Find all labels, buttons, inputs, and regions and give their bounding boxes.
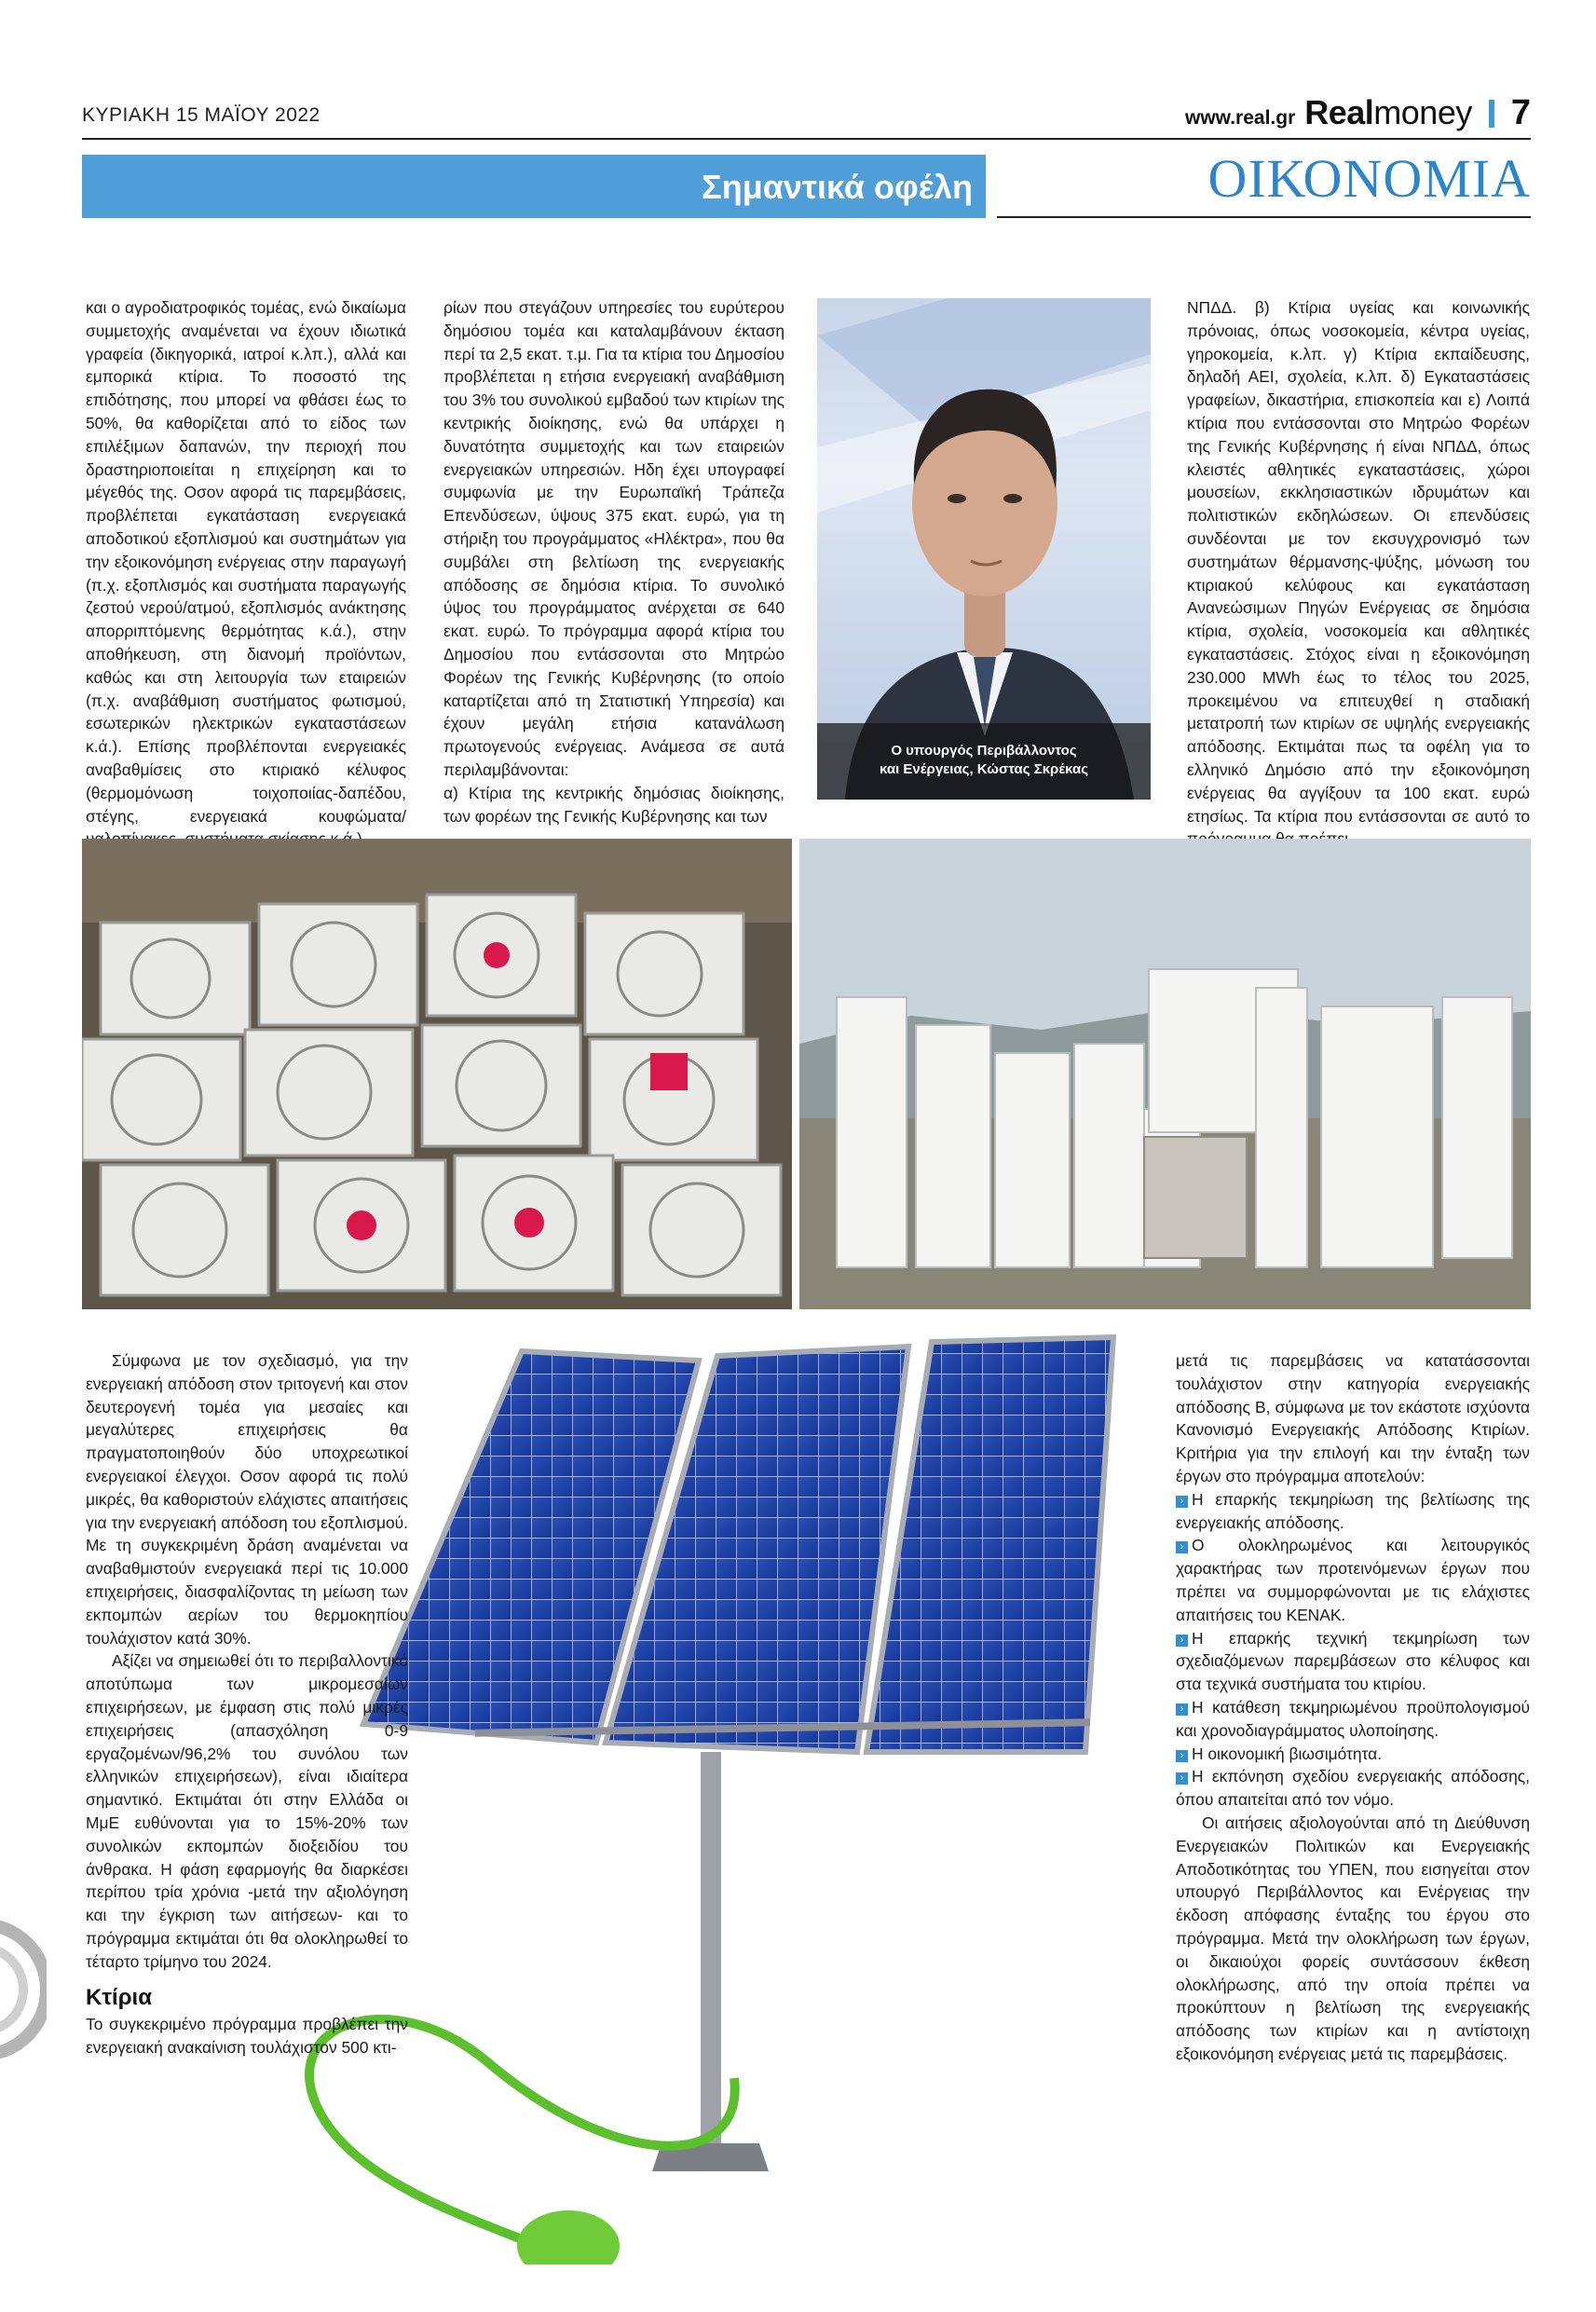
paragraph: ΝΠΔΔ. β) Κτίρια υγείας και κοινωνικής πρόνοιας, όπως νοσοκομεία, κέντρα υγείας, γηροκομεία, κ.λπ. γ) Κτίρια εκπαίδευσης, δηλαδή ΑΕΙ, σχολεία, κ.λπ. δ) Εγκαταστάσεις γραφείων, δικαστήρια, επισκοπεία και ε) Λοιπά κτίρια που εντάσσονται στο Μητρώο Φορέων της Γενικής Κυβέρνησης ή είναι ΝΠΔΔ, όπως κλειστές αθλητικές εγκαταστάσεις, χώροι μουσείων, εκκλησιαστικών ιδρυμάτων και πολιτιστικών εκδηλώσεων. Οι επενδύσεις συνδέονται με τον εκσυγχρονισμό των συστημάτων θέρμανσης-ψύξης, μόνωση του κτιριακού κελύφους και εγκατάσταση Ανανεώσιμων Πηγών Ενέργειας σε δημόσια κτίρια, σχολεία, νοσοκομεία και αθλητικές εγκαταστάσεις. Στόχος είναι η εξοικονόμηση 230.000 MWh έως το τέλος του 2025, προκειμένου να επιτευχθεί η σταδιακή μετατροπή των κτιρίων σε υψηλής ενεργειακής απόδοσης. Εκτιμάται πως τα οφέλη για το ελληνικό Δημόσιο από την εξοικονόμηση ενέργειας θα αγγίξουν τα 100 εκατ. ευρώ ετησίως. Τα κτίρια που εντάσσονται σε αυτό το xyxy=(1187,298,1530,826)
text-column-1 xyxy=(86,296,406,851)
paragraph: Αξίζει να σημειωθεί ότι το περιβαλλοντικό αποτύπωμα των μικρομεσαίων επιχειρήσεων, με έμφαση στις πολύ μικρές επιχειρήσεις (απασχόληση 0-9 εργαζομένων/96,2% του συνόλου των ελληνικών επιχειρήσεων), είναι ιδιαίτερα σημαντικό. Εκτιμάται ότι στην Ελλάδα οι ΜμΕ ευθύνονται για το 15%-20% των συνολικών εκπομπών διοξειδίου του άνθρακα. Η φάση εφαρμογής θα διαρκέσει περίπου τρία χρόνια -μετά την αξιολόγηση και την έγκριση των αιτήσεων- και το πρόγραμμα εκτιμάται ότι θα ολοκληρωθεί το τέταρτο τρίμηνο του 2024. xyxy=(86,1651,408,1971)
header-rule xyxy=(82,138,1531,140)
caption-line-1: Ο υπουργός Περιβάλλοντος xyxy=(891,743,1077,759)
text-column-3 xyxy=(1187,296,1530,851)
chevron-right-icon: › xyxy=(1176,1541,1188,1553)
site-url: www.real.gr xyxy=(1184,107,1296,129)
criteria-item: › Η εκπόνηση σχεδίου ενεργειακής απόδοσης, όπου απαιτείται από τον νόμο. xyxy=(1176,1767,1530,1810)
paragraph: α) Κτίρια της κεντρικής δημόσιας διοίκησης, των φορέων της Γενικής Κυβέρνησης και των xyxy=(443,783,784,826)
air-conditioners-photo xyxy=(82,839,792,1309)
paragraph: Σύμφωνα με τον σχεδιασμό, για την ενεργειακή απόδοση στον τριτογενή και στον δευτερογενή τομέα για μεσαίες και μεγαλύτερες επιχειρήσεις θα πραγματοποιηθούν δύο υποχρεωτικοί ενεργειακοί έλεγχοι. Οσον αφορά τις πολύ μικρές, θα καθοριστούν ελάχιστες απαιτήσεις για την ενεργειακή απόδοση του εξοπλισμού. Με τη συγκεκριμένη δράση αναμένεται να αναβαθμιστούν ενεργειακά περί τις 10.000 επιχειρήσεις, διασφαλίζοντας τη μείωση των εκπομπών αερίων του θερμοκηπίου τουλάχιστον κατά 30%. xyxy=(86,1351,408,1648)
brand-name-bold: Real xyxy=(1304,93,1374,131)
masthead xyxy=(1185,93,1531,133)
text-column-2 xyxy=(443,296,784,828)
ring-icon xyxy=(0,1901,47,2078)
divider-bar xyxy=(1489,100,1494,128)
chevron-right-icon: › xyxy=(1176,1703,1188,1716)
section-rule xyxy=(997,216,1531,218)
paragraph: Οι αιτήσεις αξιολογούνται από τη Διεύθυνση Ενεργειακών Πολιτικών και Ενεργειακής Αποδοτικότητας του ΥΠΕΝ, που εισηγείται στον υπουργό Περιβάλλοντος και Ενέργειας την έκδοση απόφασης ένταξης του έργου στο πρόγραμμα. Μετά την ολοκλήρωση των έργων, οι δικαιούχοι φορείς συντάσσουν έκθεση ολοκλήρωσης, από την οποία πρέπει να προκύπτουν η βελτίωση της ενεργειακής απόδοσης των κτιρίων και η αντίστοιχη εξοικονόμηση ενέργειας μετά τις παρεμβάσεις. xyxy=(1176,1813,1530,2063)
decorative-ring xyxy=(0,1901,47,2078)
paragraph: Το συγκεκριμένο πρόγραμμα προβλέπει την ενεργειακή ανακαίνιση τουλάχιστον 500 κτι- xyxy=(86,2015,408,2058)
criteria-item: › Ο ολοκληρωμένος και λειτουργικός χαρακτήρας των προτεινόμενων έργων που πρέπει να συμμορφώνονται με τις ελάχιστες απαιτήσεις του ΚΕΝΑΚ. xyxy=(1176,1536,1530,1624)
paragraph: ρίων που στεγάζουν υπηρεσίες του ευρύτερου δημόσιου τομέα και καταλαμβάνουν έκταση περί τα 2,5 εκατ. τ.μ. Για τα κτίρια του Δημοσίου προβλέπεται η ετήσια ενεργειακή αναβάθμιση του 3% του συνολικού εμβαδού των κτιρίων της κεντρικής διοίκησης, ενώ θα υπάρχει η δυνατότητα συμμετοχής και των εταιρειών ενεργειακών υπηρεσιών. Ηδη έχει υπογραφεί συμφωνία με την Ευρωπαϊκή Τράπεζα Επενδύσεων, ύψους 375 εκατ. ευρώ, για τη στήριξη του προγράμματος «Ηλέκτρα», που θα συμβάλει στη βελτίωση της ενεργειακής απόδοσης σε δημόσια κτίρια. Το συνολικό ύψος του προγράμματος ανέρχεται σε 640 εκατ. ευρώ. Το πρόγραμμα αφορά κτίρια του Δημοσίου που εντάσσονται στο Μητρώο Φορέων της Γενικής Κυβέρνησης (το οποίο καταρτίζεται από τη Στατιστική Υπηρεσία) και έχουν μεγάλη ετήσια κατανάλωση πρωτογενούς ενέργειας. Ανάμεσα σε αυτά περιλαμβάνονται: xyxy=(443,298,784,779)
text-column-4 xyxy=(86,1349,408,2059)
criteria-item: › Η επαρκής τεχνική τεκμηρίωση των σχεδιαζόμενων παρεμβάσεων στο κέλυφος και στα τεχνικά συστήματα του κτιρίου. xyxy=(1176,1628,1530,1694)
chevron-right-icon: › xyxy=(1176,1635,1188,1647)
page-number: 7 xyxy=(1510,93,1531,132)
criteria-item: › Η επαρκής τεκμηρίωση της βελτίωσης της ενεργειακής απόδοσης. xyxy=(1176,1489,1530,1532)
criteria-item: › Η οικονομική βιωσιμότητα. xyxy=(1176,1743,1530,1766)
brand-name-light: money xyxy=(1373,93,1472,131)
section-title: ΟΙΚΟΝΟΜΙΑ xyxy=(1207,148,1531,209)
article-title: Σημαντικά οφέλη xyxy=(702,168,973,206)
caption-line-2: και Ενέργειας, Κώστας Σκρέκας xyxy=(880,761,1088,777)
chevron-right-icon: › xyxy=(1176,1496,1188,1508)
chevron-right-icon: › xyxy=(1176,1772,1188,1785)
issue-date: ΚΥΡΙΑΚΗ 15 ΜΑΪΟΥ 2022 xyxy=(82,104,321,126)
criteria-item: › Η κατάθεση τεκμηριωμένου προϋπολογισμού και χρονοδιαγράμματος υλοποίησης. xyxy=(1176,1697,1530,1740)
ac-units-illustration xyxy=(82,839,792,1309)
title-band xyxy=(82,155,986,218)
paragraph: και ο αγροδιατροφικός τομέας, ενώ δικαίωμα συμμετοχής αναμένεται να έχουν ιδιωτικά γραφεία (δικηγορικά, ιατροί κ.λπ.), αλλά και εμπορικά κτίρια. Το ποσοστό της επιδότησης, που μπορεί να φθάσει έως το 50%, θα καθορίζεται από το είδος των επιλέξιμων δαπανών, την περιοχή που δραστηριοποιείται η επιχείρηση και το μέγεθός της. Οσον αφορά τις παρεμβάσεις, προβλέπεται εγκατάσταση ενεργειακά αποδοτικού εξοπλισμού και συστημάτων για την εξοικονόμηση ενέργειας στην παραγωγή (π.χ. εξοπλισμός και συστήματα παραγωγής ζεστού νερού/ατμού, εξοπλισμός ανάκτησης απορριπτόμενης θερμότητας κ.ά.), στην αποθήκευση, στη διανομή προϊόντων, καθώς και στη λειτουργία των εταιρειών (π.χ. αναβάθμιση συστήματος φωτισμού, εσωτερικών ηλεκτρικών εγκαταστάσεων κ.ά.). Επίσης προβλέπονται ενεργειακές αναβαθμίσεις στο κτιριακό κέλυφος (θερμομόνωση τοιχοποιίας-δαπέδου, στέγης, ενεργειακά κουφώματα/ xyxy=(86,298,406,826)
refrigerators-photo xyxy=(799,839,1531,1309)
fridges-illustration xyxy=(799,839,1531,1309)
photo-caption xyxy=(817,723,1151,800)
paragraph: μετά τις παρεμβάσεις να κατατάσσονται τουλάχιστον στην κατηγορία ενεργειακής απόδοσης Β, σύμφωνα με τον εκάστοτε ισχύοντα Κανονισμό Ενεργειακής Απόδοσης Κτιρίων. Κριτήρια για την επιλογή και την ένταξη των έργων στο πρόγραμμα αποτελούν: xyxy=(1176,1351,1530,1485)
minister-portrait xyxy=(817,298,1151,800)
subheading: Κτίρια xyxy=(86,1984,152,2010)
text-column-5 xyxy=(1176,1349,1530,2066)
chevron-right-icon: › xyxy=(1176,1750,1188,1762)
